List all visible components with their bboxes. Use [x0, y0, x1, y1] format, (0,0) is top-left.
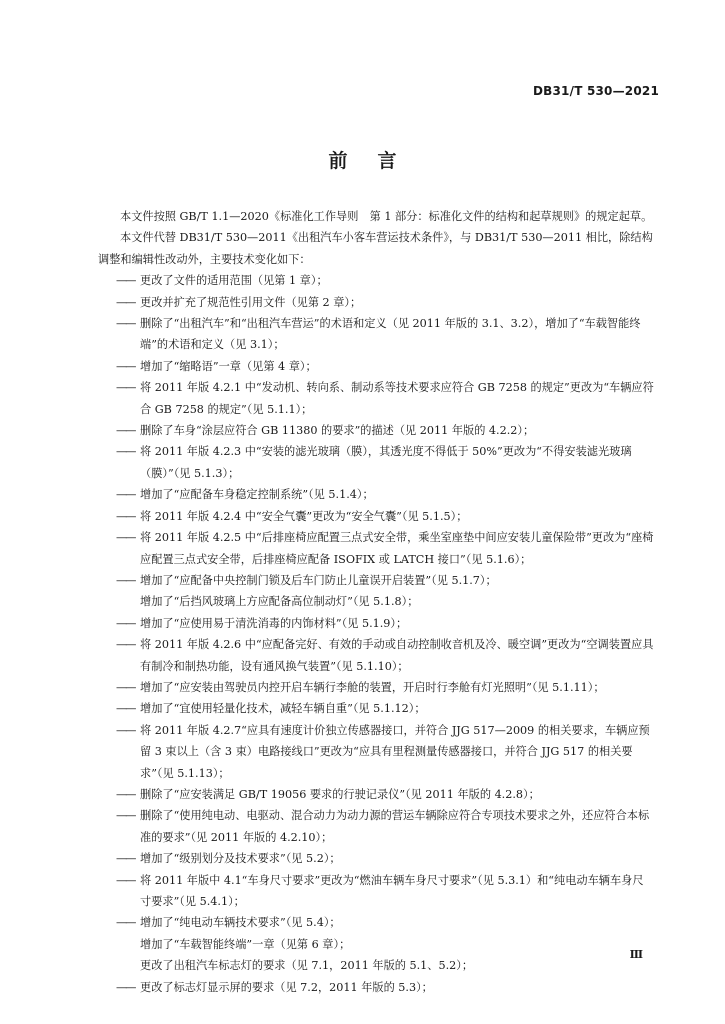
list-item-text: 更改并扩充了规范性引用文件（见第 2 章）； — [140, 295, 362, 309]
list-item-text: 增加了“应配备中央控制门锁及后车门防止儿童误开启装置”（见 5.1.7）； — [140, 573, 497, 587]
list-dash: —— — [116, 488, 135, 502]
list-item-text: 删除了“出租汽车”和“出租汽车营运”的术语和定义（见 2011 年版的 3.1、3.2），增加了“车载智能终端”的术语和定义（见 3.1）； — [140, 317, 641, 352]
list-dash: —— — [116, 445, 135, 459]
list-item — [98, 313, 654, 356]
list-item-text: 增加了“级别划分及技术要求”（见 5.2）； — [140, 852, 341, 866]
list-dash: —— — [116, 274, 135, 288]
list-dash: —— — [116, 809, 135, 823]
list-item — [98, 570, 654, 591]
list-item-text: 将 2011 年版 4.2.7“应具有速度计价独立传感器接口，并符合 JJG 517—2009 的相关要求，车辆应预留 3 束以上（含 3 束）电路接线口”更改为“应具有里程测量传感器接口，并符合 JJG 517 的相关要求”（见 5.1.13）； — [140, 723, 650, 780]
list-item-text: 更改了文件的适用范围（见第 1 章）； — [140, 274, 328, 288]
list-item-text: 将 2011 年版 4.2.6 中“应配备完好、有效的手动或自动控制收音机及冷、暖空调”更改为“空调装置应具有制冷和制热功能，设有通风换气装置”（见 5.1.10）； — [140, 638, 654, 673]
list-dash: —— — [116, 573, 135, 587]
list-item-text: 将 2011 年版 4.2.5 中“后排座椅应配置三点式安全带，乘坐室座垫中间应安装儿童保险带”更改为“座椅应配置三点式安全带，后排座椅应配备 ISOFIX 或 LATCH 接口”（见 5.1.6）； — [140, 531, 654, 566]
list-item — [98, 805, 654, 848]
list-dash: —— — [116, 616, 135, 630]
list-dash: —— — [116, 295, 135, 309]
list-dash: —— — [116, 873, 135, 887]
list-dash: —— — [116, 424, 135, 438]
list-item-text: 增加了“应安装由驾驶员内控开启车辆行李舱的装置，开启时行李舱有灯光照明”（见 5.1.11）； — [140, 680, 605, 694]
page-title: 前言 — [328, 150, 427, 172]
list-item — [98, 634, 654, 677]
list-item — [98, 270, 654, 291]
list-item-text: 将 2011 年版 4.2.4 中“安全气囊”更改为“安全气囊”（见 5.1.5）； — [140, 509, 468, 523]
list-item-text: 删除了车身“涂层应符合 GB 11380 的要求”的描述（见 2011 年版的 4.2.2）； — [140, 424, 535, 438]
foreword-body — [98, 206, 654, 998]
list-dash: —— — [116, 381, 135, 395]
list-dash: —— — [116, 787, 135, 801]
list-item — [98, 698, 654, 719]
list-item-text: 删除了“应安装满足 GB/T 19056 要求的行驶记录仪”（见 2011 年版的 4.2.8）； — [140, 787, 540, 801]
list-item — [98, 848, 654, 869]
list-dash: —— — [116, 916, 135, 930]
list-dash: —— — [116, 680, 135, 694]
list-item-text: 增加了“宜使用轻量化技术，减轻车辆自重”（见 5.1.12）； — [140, 702, 426, 716]
list-item — [98, 292, 654, 313]
list-dash: —— — [116, 980, 135, 994]
list-item — [98, 441, 654, 484]
list-dash: —— — [116, 317, 135, 331]
list-item — [98, 934, 654, 955]
list-item — [98, 591, 654, 612]
list-item — [98, 613, 654, 634]
list-item — [98, 912, 654, 933]
list-item — [98, 784, 654, 805]
list-item-text: 增加了“纯电动车辆技术要求”（见 5.4）； — [140, 916, 341, 930]
list-dash: —— — [116, 359, 135, 373]
list-item-text: 增加了“应配备车身稳定控制系统”（见 5.1.4）； — [140, 488, 374, 502]
list-item-text: 删除了“使用纯电动、电驱动、混合动力为动力源的营运车辆除应符合专项技术要求之外，还应符合本标准的要求”（见 2011 年版的 4.2.10）； — [140, 809, 650, 844]
list-item-text: 增加了“后挡风玻璃上方应配备高位制动灯”（见 5.1.8）； — [140, 595, 419, 609]
list-item — [98, 955, 654, 976]
intro-paragraph-drafting: 本文件按照 GB/T 1.1—2020《标准化工作导则 第 1 部分：标准化文件的结构和起草规则》的规定起草。 — [120, 210, 653, 223]
list-item — [98, 506, 654, 527]
list-dash: —— — [116, 531, 135, 545]
intro-paragraph-replacement: 本文件代替 DB31/T 530—2011《出租汽车小客车营运技术条件》，与 DB31/T 530—2011 相比，除结构调整和编辑性改动外，主要技术变化如下： — [98, 231, 653, 266]
list-item-text: 增加了“车载智能终端”一章（见第 6 章）； — [140, 937, 351, 951]
list-item — [98, 720, 654, 784]
list-item-text: 将 2011 年版中 4.1“车身尺寸要求”更改为“燃油车辆车身尺寸要求”（见 5.3.1）和“纯电动车辆车身尺寸要求”（见 5.4.1）； — [140, 873, 644, 908]
list-item — [98, 977, 654, 998]
list-item — [98, 870, 654, 913]
list-item-text: 更改了标志灯显示屏的要求（见 7.2，2011 年版的 5.3）； — [140, 980, 433, 994]
list-item — [98, 420, 654, 441]
document-code: DB31/T 530—2021 — [533, 84, 659, 98]
list-item — [98, 527, 654, 570]
changes-list — [98, 270, 654, 998]
list-dash: —— — [116, 723, 135, 737]
list-item-text: 更改了出租汽车标志灯的要求（见 7.1，2011 年版的 5.1、5.2）； — [140, 959, 474, 973]
list-item-text: 将 2011 年版 4.2.1 中“发动机、转向系、制动系等技术要求应符合 GB 7258 的规定”更改为“车辆应符合 GB 7258 的规定”（见 5.1.1）； — [140, 381, 654, 416]
list-item — [98, 484, 654, 505]
list-dash: —— — [116, 638, 135, 652]
list-dash: —— — [116, 702, 135, 716]
page-number: Ⅲ — [629, 948, 643, 961]
list-dash: —— — [116, 509, 135, 523]
list-item — [98, 377, 654, 420]
list-item-text: 将 2011 年版 4.2.3 中“安装的滤光玻璃（膜），其透光度不得低于 50%”更改为“不得安装滤光玻璃（膜）”（见 5.1.3）； — [140, 445, 632, 480]
list-item — [98, 356, 654, 377]
list-item-text: 增加了“应使用易于清洗消毒的内饰材料”（见 5.1.9）； — [140, 616, 408, 630]
list-item — [98, 677, 654, 698]
list-item-text: 增加了“缩略语”一章（见第 4 章）； — [140, 359, 317, 373]
list-dash: —— — [116, 852, 135, 866]
